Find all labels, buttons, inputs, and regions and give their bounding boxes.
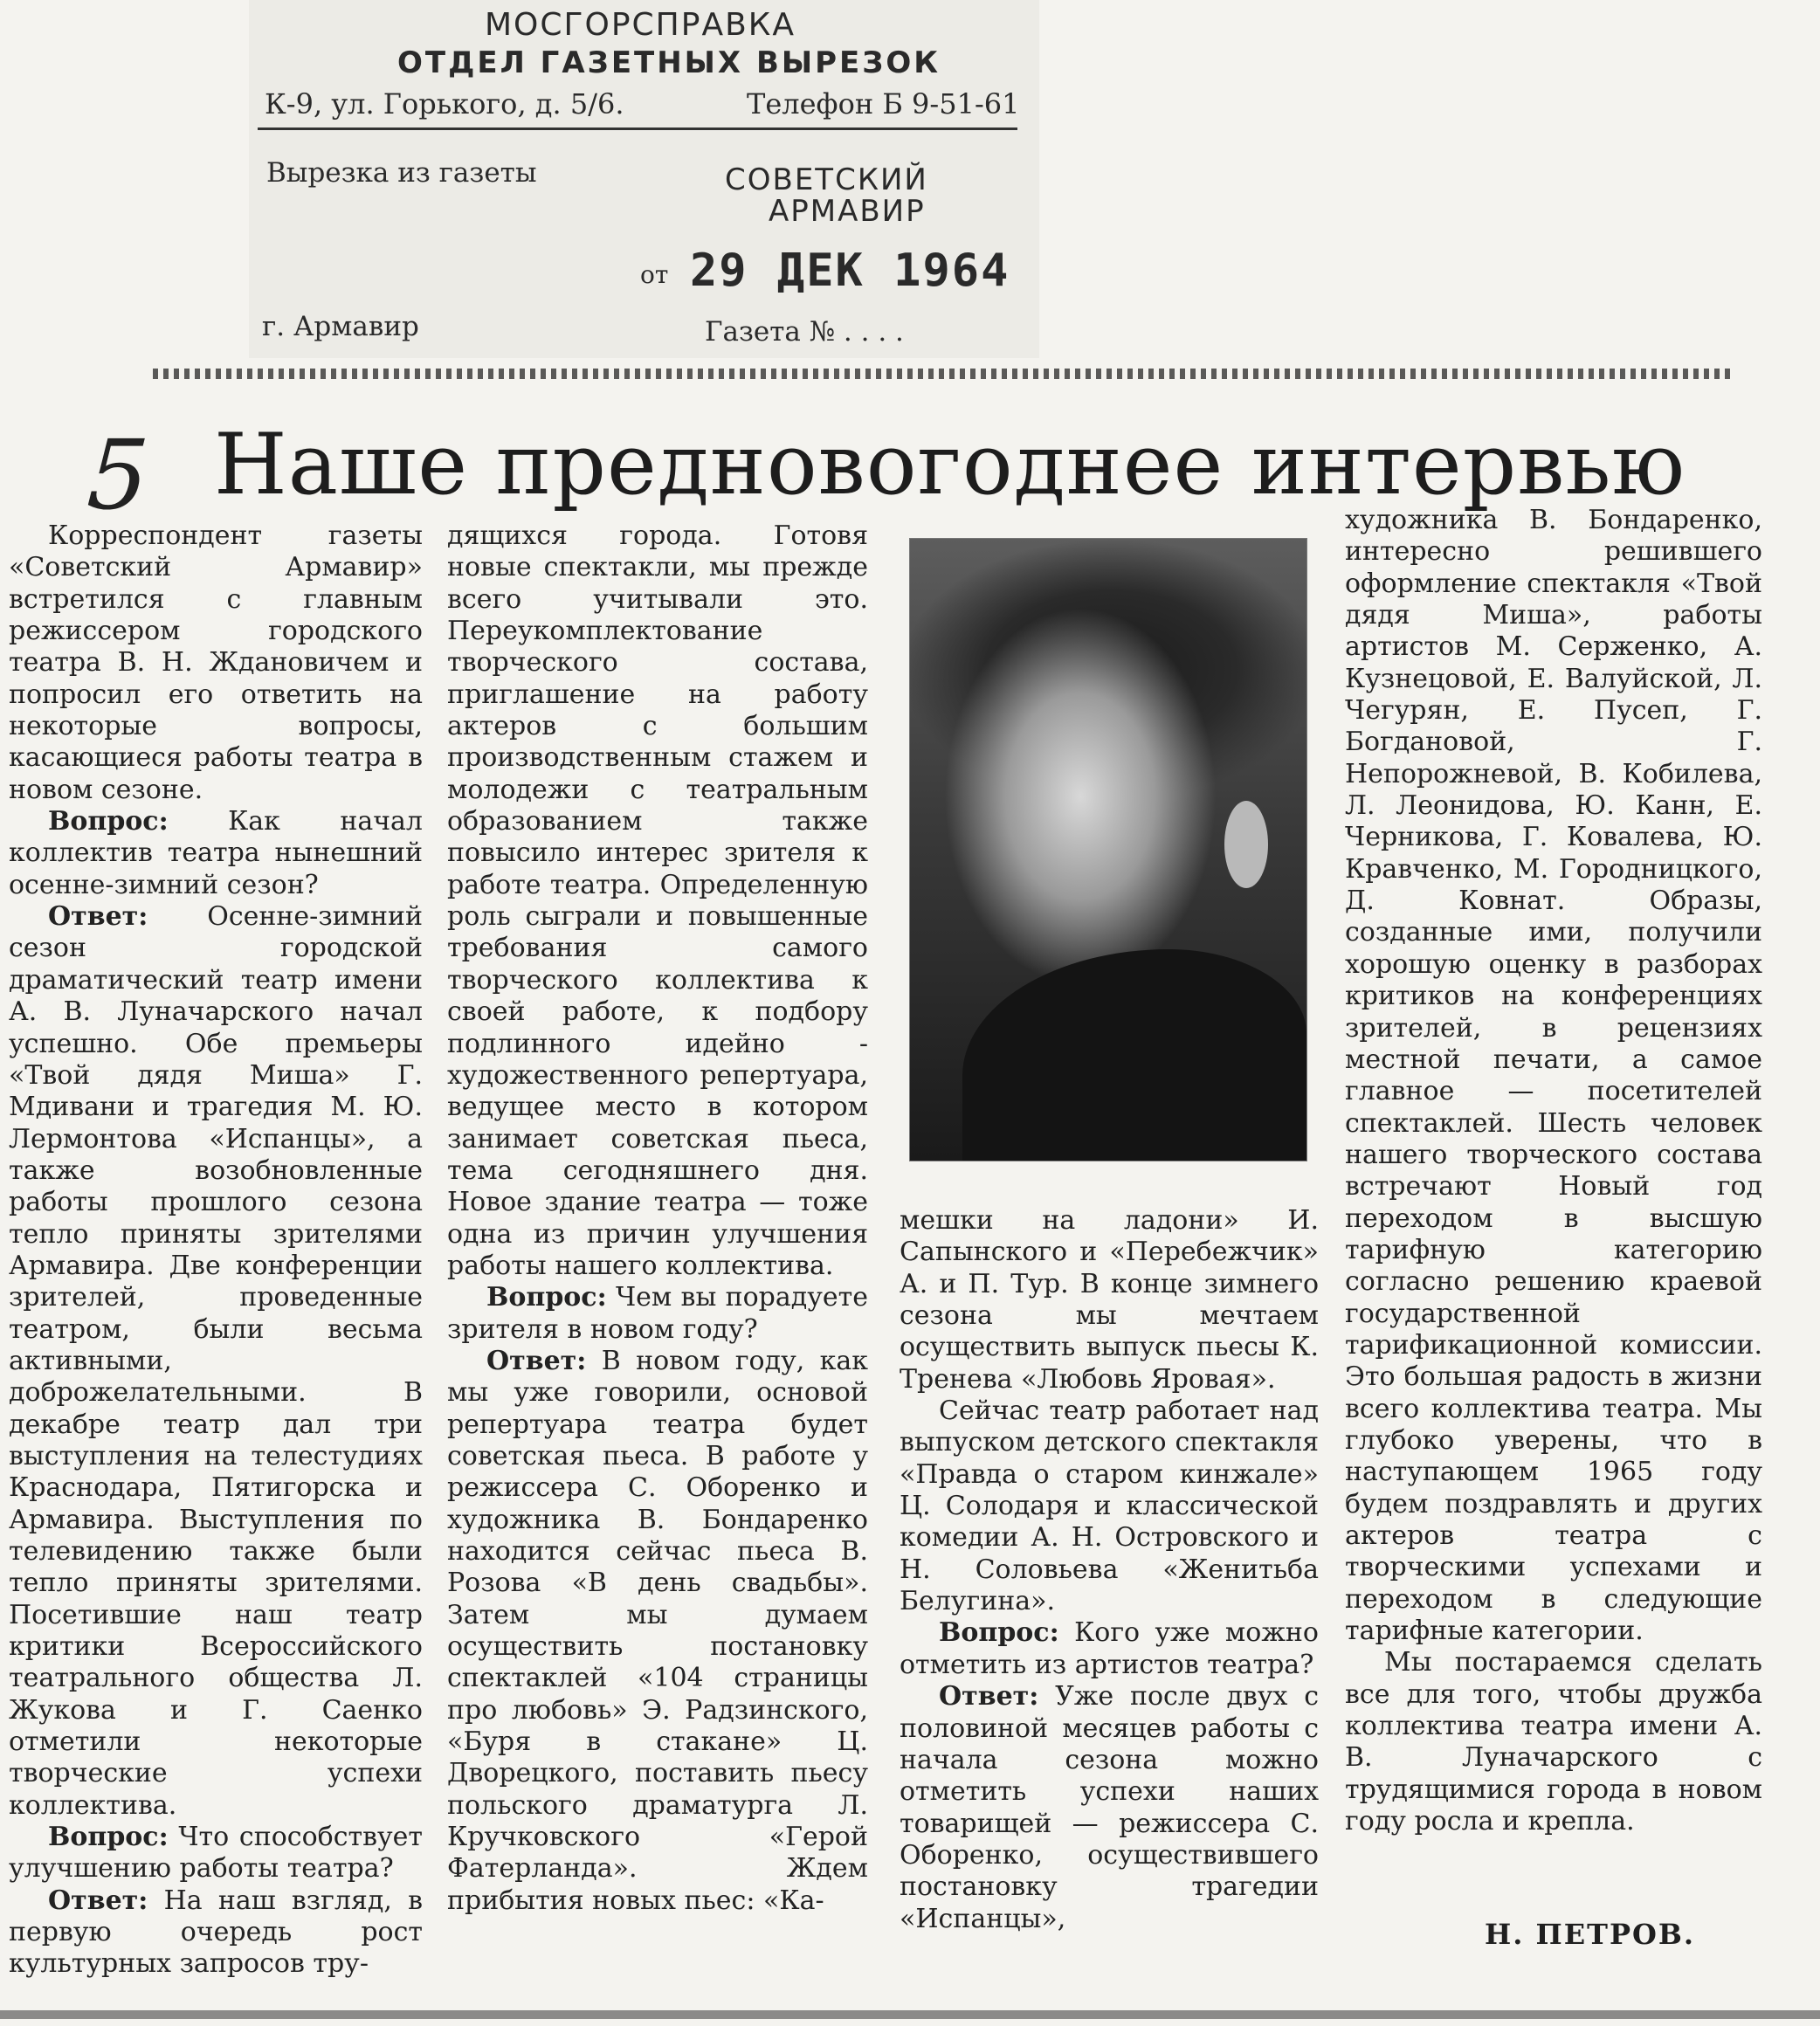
portrait-photo xyxy=(909,538,1307,1161)
newspaper-name-line1: СОВЕТСКИЙ xyxy=(725,162,928,197)
portrait-ear xyxy=(1224,801,1268,888)
paragraph-text: Как начал коллектив театра нынешний осенне-зимний сезон? xyxy=(9,806,423,900)
qa-paragraph xyxy=(447,1282,868,1346)
paragraph-text: Осенне-зимний сезон городской драматический театр имени А. В. Луначарского начал успешно. Обе премьеры «Твой дядя Миша» Г. Мдивани и трагедия М. Ю. Лермонтова «Испанцы», а также возобновленные работы прошлого сезона тепло приняты зрителями Армавира. Две конференции зрителей, проведенные театром, были весьма активными, доброжелательными. В декабре театр дал три выступления на телестудиях Краснодара, Пятигорска и Армавира. Выступления по телевидению также были тепло приняты зрителями. Посетившие наш театр критики Всероссийского театрального общества Л. Жукова и Г. Саенко отметили некоторые творческие успехи коллектива. xyxy=(9,901,423,1821)
qa-label: Вопрос: xyxy=(48,1822,169,1853)
handwritten-mark: 5 xyxy=(73,419,162,531)
newspaper-name-line2: АРМАВИР xyxy=(769,194,926,229)
article-paragraph xyxy=(1345,1647,1762,1837)
qa-label: Ответ: xyxy=(48,901,148,933)
newspaper-city: г. Армавир xyxy=(262,311,419,342)
article-paragraph xyxy=(9,520,423,806)
paragraph-text: В новом году, как мы уже говорили, основой репертуара театра будет советская пьеса. В работе у режиссера С. Оборенко и художника В. Бондаренко находится сейчас пьеса В. Розова «В день свадьбы». Затем мы думаем осуществить постановку спектаклей «104 страницы про любовь» Э. Радзинского, «Буря в стакане» Ц. Дворецкого, поставить пьесу польского драматурга Л. Кручковского «Герой Фатерланда». Ждем прибытия новых пьес: «Ка- xyxy=(447,1345,868,1916)
stamp-divider xyxy=(258,127,1017,130)
date-stamp: 29 ДЕК 1964 xyxy=(690,245,1010,297)
bottom-edge xyxy=(0,2010,1820,2019)
paragraph-text: Кого уже можно отметить из артистов театра? xyxy=(900,1617,1319,1680)
agency-phone: Телефон Б 9-51-61 xyxy=(747,87,1020,121)
clipping-from-label: Вырезка из газеты xyxy=(266,157,537,189)
article-paragraph xyxy=(900,1395,1319,1617)
paragraph-text: Уже после двух с половиной месяцев работы с начала сезона можно отметить успехи наших товарищей — режиссера С. Оборенко, осуществившего постановку трагедии «Испанцы», xyxy=(900,1681,1319,1934)
paragraph-text: художника В. Бондаренко, интересно решившего оформление спектакля «Твой дядя Миша», работы артистов М. Серженко, А. Кузнецовой, Е. Валуйской, Л. Чегурян, Е. Пусеп, Г. Богдановой, Г. Непорожневой, В. Кобилева, Л. Леонидова, Ю. Канн, Е. Черникова, Г. Ковалева, Ю. Кравченко, М. Городницкого, Д. Ковнат. Образы, созданные ими, получили хорошую оценку в разборах критиков на конференциях зрителей, в рецензиях местной печати, а самое главное — посетителей спектаклей. Шесть человек нашего творческого состава встречают Новый год переходом в высшую тарифную категорию согласно решению краевой государственной тарификационной комиссии. Это большая радость в жизни всего коллектива театра. Мы глубоко уверены, что в наступающем 1965 году будем поздравлять и других актеров театра с творческими успехами и переходом в следующие тарифные категории. xyxy=(1345,505,1762,1647)
agency-name: МОСГОРСПРАВКА xyxy=(485,7,796,43)
article-author: Н. ПЕТРОВ. xyxy=(1485,1918,1696,1951)
qa-paragraph xyxy=(447,1346,868,1917)
article-paragraph xyxy=(900,1205,1319,1395)
qa-paragraph xyxy=(900,1617,1319,1681)
paragraph-text: мешки на ладони» И. Сапынского и «Перебежчик» А. и П. Тур. В конце зимнего сезона мы мечтаем осуществить выпуск пьесы К. Тренева «Любовь Яровая». xyxy=(900,1205,1319,1395)
qa-paragraph xyxy=(9,901,423,1822)
article-paragraph xyxy=(1345,505,1762,1647)
qa-label: Ответ: xyxy=(48,1885,148,1916)
article-column-1 xyxy=(9,520,423,1981)
paragraph-text: дящихся города. Готовя новые спектакли, мы прежде всего учитывали это. Переукомплектование творческого состава, приглашение на работу актеров с большим производственным стажем и молодежи с театральным образованием также повысило интерес зрителя к работе театра. Определенную роль сыграли и повышенные требования самого творческого коллектива к своей работе, к подбору подлинного идейно - художественного репертуара, ведущее место в котором занимает советская пьеса, тема сегодняшнего дня. Новое здание театра — тоже одна из причин улучшения работы нашего коллектива. xyxy=(447,520,868,1281)
clipping-service-stamp xyxy=(249,0,1039,358)
agency-address: К-9, ул. Горького, д. 5/6. xyxy=(265,87,624,121)
paragraph-text: Чем вы порадуете зрителя в новом году? xyxy=(447,1282,868,1345)
qa-paragraph xyxy=(9,1822,423,1885)
date-prefix: от xyxy=(640,260,669,289)
department-name: ОТДЕЛ ГАЗЕТНЫХ ВЫРЕЗОК xyxy=(397,45,941,80)
paragraph-text: Сейчас театр работает над выпуском детского спектакля «Правда о старом кинжале» Ц. Солодаря и классической комедии А. Н. Островского и Н. Соловьева «Женитьба Белугина». xyxy=(900,1395,1319,1617)
qa-label: Вопрос: xyxy=(486,1282,607,1313)
qa-paragraph xyxy=(9,806,423,901)
cut-line xyxy=(153,369,1734,379)
paragraph-text: Что способствует улучшению работы театра? xyxy=(9,1822,423,1885)
article-column-3 xyxy=(900,1205,1319,1935)
issue-number: Газета № . . . . xyxy=(705,316,904,348)
article-column-4 xyxy=(1345,505,1762,1837)
qa-paragraph xyxy=(9,1885,423,1981)
qa-label: Ответ: xyxy=(486,1345,587,1376)
paragraph-text: Мы постараемся сделать все для того, чтобы дружба коллектива театра имени А. В. Луначарского с трудящимися города в новом году росла и крепла. xyxy=(1345,1647,1762,1837)
article-paragraph xyxy=(447,520,868,1282)
portrait-jacket xyxy=(962,949,1306,1161)
qa-paragraph xyxy=(900,1681,1319,1935)
article-headline: Наше предновогоднее интервью xyxy=(214,416,1686,513)
article-column-2 xyxy=(447,520,868,1917)
qa-label: Вопрос: xyxy=(939,1617,1059,1649)
qa-label: Вопрос: xyxy=(48,806,169,837)
paragraph-text: Корреспондент газеты «Советский Армавир» встретился с главным режиссером городского театра В. Н. Ждановичем и попросил его ответить на некоторые вопросы, касающиеся работы театра в новом сезоне. xyxy=(9,520,423,805)
paragraph-text: На наш взгляд, в первую очередь рост культурных запросов тру- xyxy=(9,1885,423,1980)
qa-label: Ответ: xyxy=(939,1681,1039,1712)
